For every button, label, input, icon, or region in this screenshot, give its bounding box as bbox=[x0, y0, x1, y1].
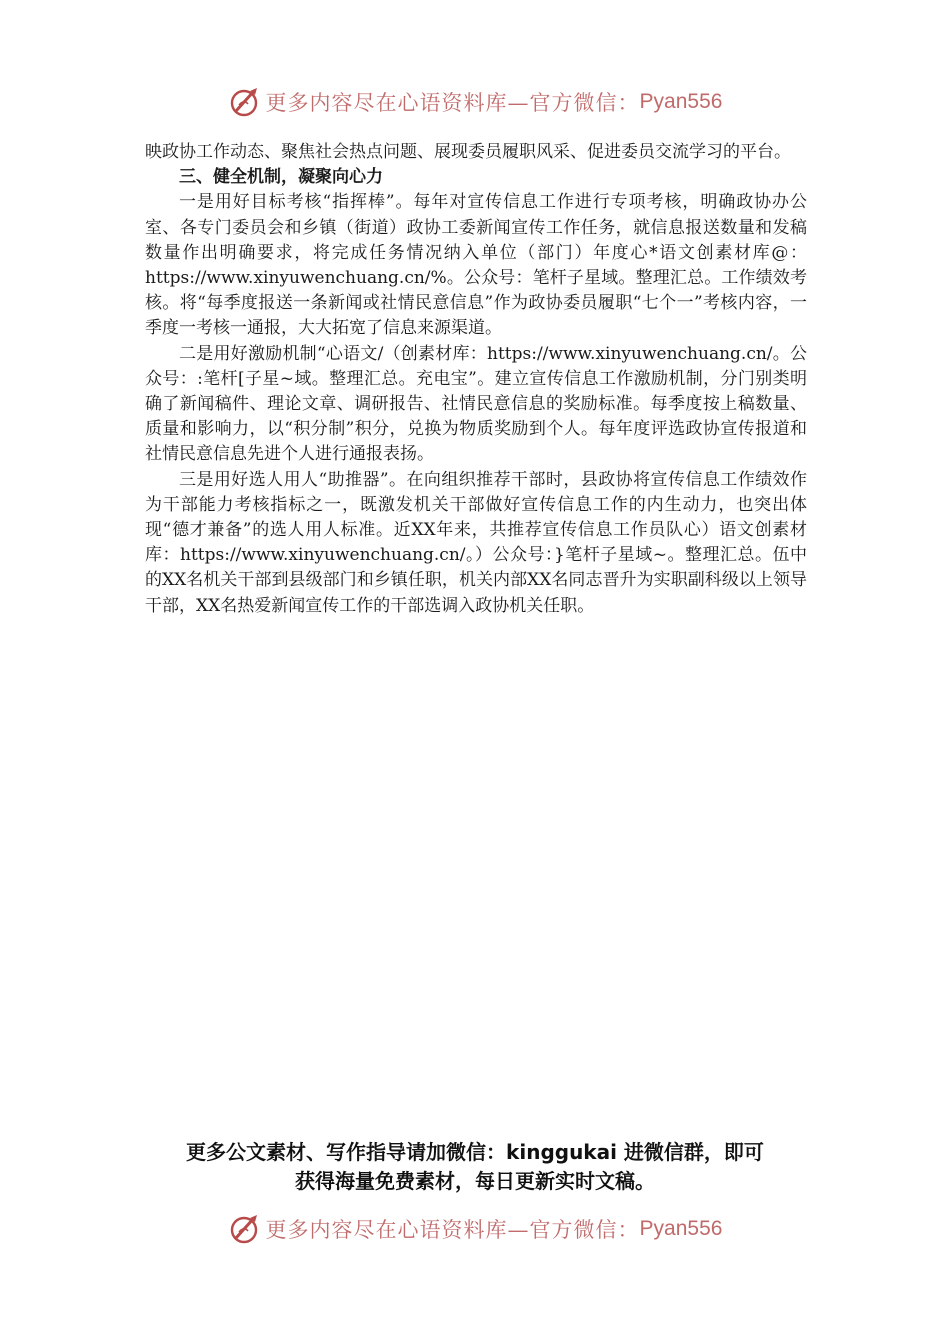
paragraph-continuation: 映政协工作动态、聚焦社会热点问题、展现委员履职风采、促进委员交流学习的平台。 bbox=[145, 142, 791, 162]
footer-banner bbox=[0, 1209, 950, 1249]
pen-logo-icon bbox=[228, 85, 262, 119]
banner-text: 更多内容尽在心语资料库—官方微信： bbox=[265, 1218, 640, 1242]
promo-note-line: 获得海量免费素材，每日更新实时文稿。 bbox=[295, 1169, 655, 1193]
header-banner bbox=[0, 82, 950, 122]
promo-note bbox=[0, 1138, 950, 1196]
paragraph: 一是用好目标考核“指挥棒”。每年对宣传信息工作进行专项考核，明确政协办公室、各专门委员会和乡镇（街道）政协工委新闻宣传工作任务，就信息报送数量和发稿数量作出明确要求，将完成任务情况纳入单位（部门）年度心*语文创素材库@：https://www.xinyuwenchuang.cn/%。公众号：笔杆子星域。整理汇总。工作绩效考核。将“每季度报送一条新闻或社情民意信息”作为政协委员履职“七个一”考核内容，一季度一考核一通报，大大拓宽了信息来源渠道。 bbox=[145, 192, 807, 339]
promo-note-line: 更多公文素材、写作指导请加微信：kinggukai 进微信群，即可 bbox=[186, 1140, 764, 1164]
document-body bbox=[145, 140, 807, 619]
paragraph: 二是用好激励机制“心语文/（创素材库：https://www.xinyuwenchuang.cn/。公众号：:笔杆[子星~域。整理汇总。充电宝”。建立宣传信息工作激励机制，分门别类明确了新闻稿件、理论文章、调研报告、社情民意信息的奖励标准。每季度按上稿数量、质量和影响力，以“积分制”积分，兑换为物质奖励到个人。每年度评选政协宣传报道和社情民意信息先进个人进行通报表扬。 bbox=[145, 343, 807, 465]
paragraph: 三是用好选人用人“助推器”。在向组织推荐干部时，县政协将宣传信息工作绩效作为干部能力考核指标之一，既激发机关干部做好宣传信息工作的内生动力，也突出体现“德才兼备”的选人用人标准。近XX年来，共推荐宣传信息工作员队心）语文创素材库：https://www.xinyuwenchuang.cn/。）公众号：}笔杆子星域~。整理汇总。伍中的XX名机关干部到县级部门和乡镇任职，机关内部XX名同志晋升为实职副科级以上领导干部，XX名热爱新闻宣传工作的干部选调入政协机关任职。 bbox=[145, 469, 807, 616]
banner-wechat-id: Pyan556 bbox=[639, 1217, 723, 1240]
section-heading: 三、健全机制，凝聚向心力 bbox=[179, 167, 383, 188]
pen-logo-icon bbox=[228, 1212, 262, 1246]
banner-wechat-id: Pyan556 bbox=[639, 90, 723, 113]
banner-text: 更多内容尽在心语资料库—官方微信： bbox=[265, 91, 640, 115]
